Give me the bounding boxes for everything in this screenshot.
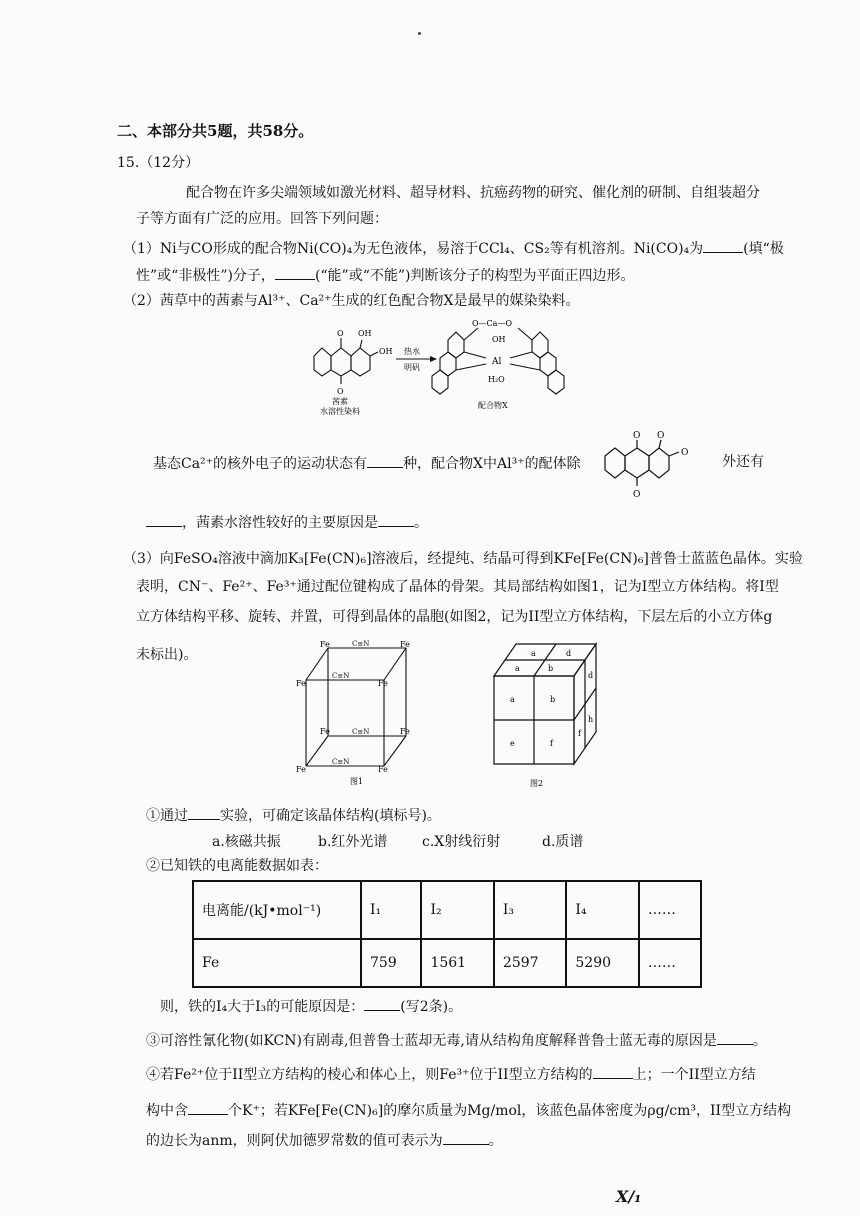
fig2-caption: 图2: [530, 779, 544, 788]
table-header-cell: 电离能/(kJ•mol⁻¹): [193, 881, 361, 939]
alizarin-structure: [314, 338, 378, 384]
complex-label: 配合物X: [478, 401, 508, 410]
fig1-fe-5: Fe: [320, 727, 330, 736]
answer-blank-k-count[interactable]: [188, 1100, 228, 1115]
table-header-cell: I₄: [566, 881, 638, 939]
fig2-cell-e: e: [510, 739, 515, 748]
part3-q4-line-3: [146, 1130, 503, 1150]
part1-text-d: (“能”或“不能”)判断该分子的构型为平面正四边形。: [314, 268, 635, 284]
question-number: 15.: [117, 155, 140, 171]
option-a: a.核磁共振: [212, 834, 281, 850]
part3-q3: [146, 1030, 767, 1050]
part3-q2-after: [160, 996, 462, 1016]
alizarin-oh-side: OH: [379, 347, 393, 356]
table-cell: Fe: [193, 939, 361, 987]
fig2-cell-f-side: f: [578, 729, 581, 738]
answer-blank-solubility-reason[interactable]: [378, 512, 414, 527]
part3-q2: ②已知铁的电离能数据如表：: [146, 858, 328, 874]
fig2-cell-a: a: [510, 695, 515, 704]
table-cell: ……: [639, 939, 701, 987]
table-header-cell: I₁: [361, 881, 421, 939]
complex-al: Al: [492, 357, 502, 367]
part3-line-4: 未标出)。: [136, 647, 198, 663]
alizarin-oh-top: OH: [358, 329, 372, 338]
part3-line-3: 立方体结构平移、旋转、并置，可得到晶体的晶胞(如图2，记为II型立方体结构，下层左后的小立方体g: [136, 609, 773, 625]
part3-q2-after-b: (写2条)。: [400, 999, 463, 1015]
fig1-caption: 图1: [350, 777, 364, 786]
fig1-fe-3: Fe: [296, 679, 306, 688]
answer-blank-other-ligand[interactable]: [146, 512, 182, 527]
ligand-o-bottom: O: [633, 490, 641, 500]
table-cell: 5290: [566, 939, 638, 987]
alizarin-o-bottom: O: [337, 387, 344, 396]
part3-q4-text-f: 。: [488, 1133, 503, 1149]
part3-q4-text-a: ④若Fe²⁺位于II型立方结构的棱心和体心上，则Fe³⁺位于II型立方结构的: [146, 1067, 593, 1083]
part2-line-2: [153, 453, 581, 473]
table-row: [193, 939, 701, 987]
alizarin-o-top: O: [337, 329, 344, 338]
part1-text-c: 性”或“非极性”)分子，: [136, 268, 275, 284]
answer-blank-electron-states[interactable]: [367, 453, 403, 468]
part2-text-b: 种，配合物X中Al³⁺的配体除: [403, 456, 581, 472]
part3-q4-text-b: 上；一个II型立方结: [632, 1067, 756, 1083]
fig1-fe-8: Fe: [378, 765, 388, 774]
option-d: d.质谱: [542, 834, 584, 850]
ligand-o-1: O: [657, 431, 665, 441]
arrow-top-label: 热水: [404, 347, 420, 356]
fig2-cell-b-top: b: [548, 664, 554, 673]
fig1-cn-2: C≡N: [332, 672, 350, 680]
ionization-energy-table: [192, 880, 702, 988]
answer-blank-avogadro[interactable]: [443, 1130, 489, 1145]
part3-q1-text-b: 实验，可确定该晶体结构(填标号)。: [220, 808, 441, 824]
part3-q2-after-a: 则，铁的I₄大于I₃的可能原因是：: [160, 999, 365, 1015]
question-header: [117, 154, 199, 172]
answer-blank-non-toxic-reason[interactable]: [717, 1030, 753, 1045]
table-header-cell: I₃: [494, 881, 566, 939]
part2-line-3: [146, 512, 428, 532]
complex-oh: OH: [492, 335, 506, 344]
part3-line-1: （3）向FeSO₄溶液中滴加K₃[Fe(CN)₆]溶液后，经提纯、结晶可得到KFe[Fe(CN)₆]普鲁士蓝蓝色晶体。实验: [123, 551, 803, 567]
part1-text-b: (填“极: [743, 241, 784, 257]
figure-2-cube: [488, 640, 614, 790]
option-c: c.X射线衍射: [422, 834, 501, 850]
part3-line-2: 表明，CN⁻、Fe²⁺、Fe³⁺通过配位键构成了晶体的骨架。其局部结构如图1，记为I型立方体结构。将I型: [136, 579, 779, 595]
part2-line-1: （2）茜草中的茜素与Al³⁺、Ca²⁺生成的红色配合物X是最早的媒染染料。: [123, 293, 580, 309]
ligand-o-2: O: [681, 448, 689, 458]
ligand-o-top: O: [633, 431, 641, 441]
part2-text-a: 基态Ca²⁺的核外电子的运动状态有: [153, 456, 368, 472]
part2-text-e: 。: [414, 515, 428, 531]
part3-q3-text-a: ③可溶性氰化物(如KCN)有剧毒,但普鲁士蓝却无毒,请从结构角度解释普鲁士蓝无毒的原因是: [146, 1033, 717, 1049]
part1-text-a: （1）Ni与CO形成的配合物Ni(CO)₄为无色液体，易溶于CCl₄、CS₂等有机溶剂。Ni(CO)₄为: [123, 241, 704, 257]
part3-q3-text-b: 。: [752, 1033, 767, 1049]
answer-blank-polarity[interactable]: [703, 238, 743, 253]
answer-blank-i4-reason[interactable]: [364, 996, 400, 1011]
fig2-cell-d: d: [566, 649, 572, 658]
table-cell: 2597: [494, 939, 566, 987]
page-number: X/₁: [616, 1187, 642, 1206]
answer-blank-experiment[interactable]: [188, 805, 220, 820]
part2-text-c: 外还有: [722, 454, 764, 470]
part3-q4-text-c: 构中含: [146, 1103, 188, 1119]
arrow-bottom-label: 明矾: [404, 363, 420, 372]
fig2-cell-f: f: [550, 739, 553, 748]
alizarin-label-1: 茜素: [332, 397, 348, 406]
part3-q4-line-2: [146, 1100, 791, 1120]
fig2-cell-h: h: [588, 715, 594, 724]
table-cell: 759: [361, 939, 421, 987]
part3-q4-text-e: 的边长为anm，则阿伏加德罗常数的值可表示为: [146, 1133, 443, 1149]
fig1-fe-4: Fe: [378, 679, 388, 688]
intro-line-2: 子等方面有广泛的应用。回答下列问题：: [136, 211, 388, 227]
intro-line-1: 配合物在许多尖端领域如激光材料、超导材料、抗癌药物的研究、催化剂的研制、自组装超分: [186, 185, 760, 201]
part3-q4-line-1: [146, 1064, 756, 1084]
fig2-cell-a-top: a: [515, 664, 520, 673]
table-header-cell: ……: [639, 881, 701, 939]
option-b: b.红外光谱: [318, 834, 388, 850]
complex-ca-bridge: O—Ca—O: [472, 319, 513, 328]
fig2-cell-b: b: [550, 695, 556, 704]
alizarin-ligand-structure: [597, 424, 701, 500]
part1-line-1: [123, 238, 784, 258]
answer-blank-fe3-position[interactable]: [593, 1064, 633, 1079]
figure-1-cube: [294, 636, 432, 786]
fig1-fe-2: Fe: [400, 640, 410, 649]
alizarin-label-2: 水溶性染料: [320, 407, 360, 416]
scan-dot: [418, 32, 421, 35]
fig1-cn-1: C≡N: [352, 640, 370, 648]
part1-line-2: [136, 265, 635, 285]
fig1-cn-3: C≡N: [352, 728, 370, 736]
section-title: 二、本部分共5题，共58分。: [117, 122, 314, 140]
fig2-cell-d-side: d: [588, 671, 594, 680]
answer-blank-can-judge[interactable]: [275, 265, 315, 280]
fig1-fe-6: Fe: [400, 727, 410, 736]
complex-water: H₂O: [488, 375, 505, 384]
part3-q4-text-d: 个K⁺；若KFe[Fe(CN)₆]的摩尔质量为Mg/mol，该蓝色晶体密度为ρg/cm³，II型立方结构: [228, 1103, 792, 1119]
part3-q1-text-a: ①通过: [146, 808, 188, 824]
alizarin-reaction-diagram: [300, 312, 590, 416]
part2-text-d: ，茜素水溶性较好的主要原因是: [182, 515, 378, 531]
part3-q1: [146, 805, 441, 825]
fig1-fe-7: Fe: [296, 765, 306, 774]
table-cell: 1561: [421, 939, 493, 987]
fig1-cn-4: C≡N: [332, 758, 350, 766]
question-points: （12分）: [139, 155, 200, 171]
fig1-fe-1: Fe: [320, 640, 330, 649]
arrow-head-icon: [430, 356, 437, 362]
fig2-cell-c: a: [531, 649, 536, 658]
table-header-cell: I₂: [421, 881, 493, 939]
table-header-row: [193, 881, 701, 939]
